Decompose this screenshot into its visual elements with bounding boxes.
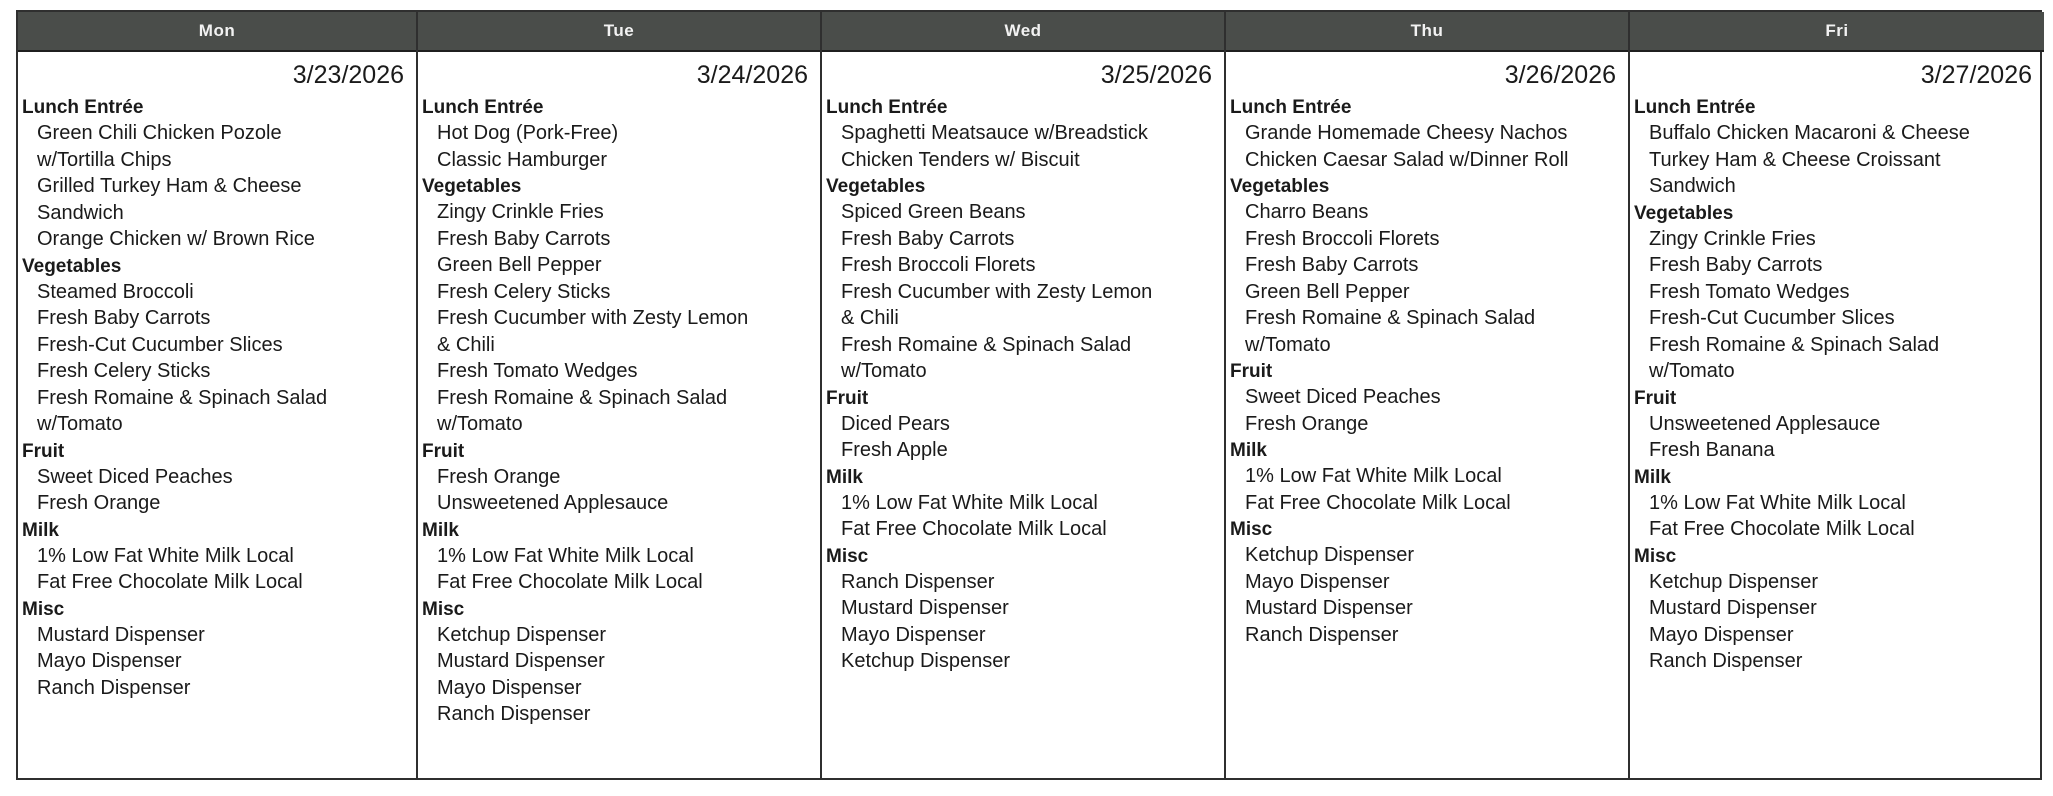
section-title: Vegetables [422,176,522,197]
menu-item: & Chili [841,307,899,329]
menu-item: Fresh Romaine & Spinach Salad [1649,333,1940,356]
section-item-list [422,543,810,596]
menu-item: Sandwich [37,201,124,224]
day-body [1226,52,1628,648]
menu-item: 1% Low Fat White Milk Local [437,544,694,567]
menu-item: Mayo Dispenser [1649,623,1794,646]
menu-item: Fresh-Cut Cucumber Slices [1649,307,1895,329]
menu-item: Unsweetened Applesauce [437,492,669,514]
section-title: Fruit [1634,387,1677,409]
day-column-thu [1226,12,1630,778]
menu-item: Mayo Dispenser [841,623,986,646]
section-item-list [1230,199,1618,358]
section-item-list [422,464,810,517]
menu-item: Fat Free Chocolate Milk Local [37,571,303,593]
section-item-list [826,411,1214,464]
section-item-list [1230,384,1618,437]
menu-item: Fat Free Chocolate Milk Local [1649,518,1915,540]
menu-item: Ketchup Dispenser [1649,570,1818,593]
menu-item: Fresh Banana [1649,439,1775,461]
section-item-list [22,622,406,702]
day-column-wed [822,12,1226,778]
menu-item: Ketchup Dispenser [1245,544,1414,566]
menu-item: Mustard Dispenser [1649,597,1817,619]
section-item-list [22,120,406,253]
menu-item: Classic Hamburger [437,148,608,171]
menu-item: Fresh Apple [841,439,948,461]
section-item-list [1634,120,2034,200]
section-title: Milk [22,519,59,541]
menu-item: Fresh Orange [1245,412,1369,435]
menu-item: Fresh Romaine & Spinach Salad [1245,307,1536,329]
menu-item: Fresh Orange [37,492,161,514]
menu-item: Ranch Dispenser [1245,623,1399,646]
menu-item: Mayo Dispenser [437,676,582,699]
section-title: Lunch Entrée [826,97,948,118]
menu-item: Sweet Diced Peaches [1245,386,1441,408]
menu-item: Buffalo Chicken Macaroni & Cheese [1649,122,1970,144]
section-title: Milk [422,519,459,541]
menu-item: Zingy Crinkle Fries [437,201,604,223]
section-title: Misc [422,598,465,620]
menu-item: Chicken Caesar Salad w/Dinner Roll [1245,148,1569,171]
section-item-list [1634,411,2034,464]
menu-item: w/Tomato [1245,333,1331,356]
day-column-fri [1630,12,2044,778]
section-item-list [422,622,810,728]
day-date: 3/27/2026 [1920,61,2032,89]
section-title: Vegetables [1230,176,1330,197]
menu-item: Chicken Tenders w/ Biscuit [841,148,1080,171]
menu-item: Fresh Cucumber with Zesty Lemon [437,307,749,329]
day-header: Fri [1630,12,2044,52]
menu-item: Fresh Celery Sticks [437,280,611,303]
menu-item: Fresh Baby Carrots [37,307,211,329]
menu-item: Sandwich [1649,175,1736,197]
menu-item: Mustard Dispenser [37,623,205,646]
menu-item: w/Tortilla Chips [37,148,172,171]
section-item-list [826,569,1214,675]
menu-item: Hot Dog (Pork-Free) [437,122,619,144]
menu-item: 1% Low Fat White Milk Local [1245,465,1502,487]
menu-item: Fresh Romaine & Spinach Salad [37,386,328,409]
section-title: Fruit [826,387,869,409]
menu-item: Spiced Green Beans [841,201,1026,223]
menu-item: Fresh Tomato Wedges [1649,280,1850,303]
menu-item: Grande Homemade Cheesy Nachos [1245,122,1568,144]
menu-item: Fresh Romaine & Spinach Salad [437,386,728,409]
day-date: 3/24/2026 [696,61,808,89]
menu-item: Green Chili Chicken Pozole [37,122,282,144]
menu-item: Fresh Broccoli Florets [1245,227,1440,250]
menu-item: Fresh Celery Sticks [37,360,211,382]
menu-item: Green Bell Pepper [437,254,602,276]
menu-item: Charro Beans [1245,201,1369,223]
section-item-list [826,199,1214,385]
menu-item: Fresh Tomato Wedges [437,360,638,382]
menu-item: Diced Pears [841,412,950,435]
day-date: 3/26/2026 [1504,61,1616,89]
section-item-list [1230,463,1618,516]
section-title: Fruit [422,440,465,462]
menu-item: Ranch Dispenser [841,570,995,593]
section-title: Vegetables [22,255,122,277]
section-title: Misc [1634,545,1677,567]
day-body [18,52,416,701]
menu-item: Zingy Crinkle Fries [1649,227,1816,250]
menu-item: 1% Low Fat White Milk Local [1649,491,1906,514]
menu-item: w/Tomato [1649,360,1735,382]
section-title: Fruit [1230,361,1273,382]
menu-item: Orange Chicken w/ Brown Rice [37,228,315,250]
menu-item: Fat Free Chocolate Milk Local [841,518,1107,540]
menu-item: w/Tomato [37,413,123,435]
section-item-list [22,543,406,596]
menu-item: Mustard Dispenser [841,597,1009,619]
menu-item: Mayo Dispenser [1245,570,1390,593]
section-title: Milk [826,466,863,488]
section-item-list [422,199,810,438]
menu-item: Fresh Baby Carrots [841,227,1015,250]
section-title: Lunch Entrée [422,97,544,118]
day-column-tue [418,12,822,778]
section-title: Vegetables [1634,202,1734,224]
section-item-list [22,464,406,517]
day-header: Wed [822,12,1224,52]
section-item-list [1230,120,1618,173]
section-item-list [1634,569,2034,675]
menu-item: Fresh-Cut Cucumber Slices [37,333,283,356]
menu-item: Unsweetened Applesauce [1649,412,1881,435]
section-title: Misc [1230,519,1273,540]
section-item-list [1634,490,2034,543]
section-title: Lunch Entrée [1634,97,1756,118]
day-header: Thu [1226,12,1628,52]
menu-item: Ketchup Dispenser [437,623,606,646]
menu-item: Sweet Diced Peaches [37,465,233,488]
menu-item: Ranch Dispenser [37,676,191,699]
day-header: Tue [418,12,820,52]
section-title: Milk [1634,466,1671,488]
menu-item: Ranch Dispenser [437,703,591,725]
menu-item: Green Bell Pepper [1245,280,1410,303]
section-title: Misc [826,545,869,567]
section-item-list [826,490,1214,543]
section-title: Fruit [22,440,65,462]
menu-item: Turkey Ham & Cheese Croissant [1649,148,1941,171]
day-body [1630,52,2044,675]
day-body [822,52,1224,675]
section-title: Vegetables [826,176,926,197]
menu-item: Fresh Romaine & Spinach Salad [841,333,1132,356]
menu-item: Fresh Cucumber with Zesty Lemon [841,280,1153,303]
menu-item: Ketchup Dispenser [841,650,1010,672]
menu-item: w/Tomato [841,360,927,382]
menu-item: Steamed Broccoli [37,280,194,303]
section-item-list [1634,226,2034,385]
section-item-list [22,279,406,438]
section-title: Lunch Entrée [22,97,144,118]
menu-item: Ranch Dispenser [1649,650,1803,672]
menu-item: Mustard Dispenser [437,650,605,672]
menu-item: Fresh Baby Carrots [1245,254,1419,276]
menu-item: 1% Low Fat White Milk Local [37,544,294,567]
menu-item: w/Tomato [437,413,523,435]
menu-item: Fat Free Chocolate Milk Local [1245,491,1511,514]
day-column-mon [18,12,418,778]
menu-item: Spaghetti Meatsauce w/Breadstick [841,122,1148,144]
menu-item: 1% Low Fat White Milk Local [841,491,1098,514]
menu-item: Fresh Broccoli Florets [841,254,1036,276]
menu-item: Fresh Baby Carrots [437,227,611,250]
day-header: Mon [18,12,416,52]
section-title: Lunch Entrée [1230,97,1352,118]
day-body [418,52,820,728]
menu-item: Grilled Turkey Ham & Cheese [37,175,302,197]
section-title: Misc [22,598,65,620]
menu-item: Fresh Baby Carrots [1649,254,1823,276]
day-date: 3/25/2026 [1100,61,1212,89]
weekly-menu-calendar [16,10,2042,780]
section-item-list [1230,542,1618,648]
menu-item: Fat Free Chocolate Milk Local [437,571,703,593]
menu-item: Fresh Orange [437,465,561,488]
menu-item: & Chili [437,333,495,356]
menu-item: Mustard Dispenser [1245,597,1413,619]
section-title: Milk [1230,440,1267,461]
menu-item: Mayo Dispenser [37,650,182,672]
day-date: 3/23/2026 [292,61,404,89]
section-item-list [422,120,810,173]
section-item-list [826,120,1214,173]
